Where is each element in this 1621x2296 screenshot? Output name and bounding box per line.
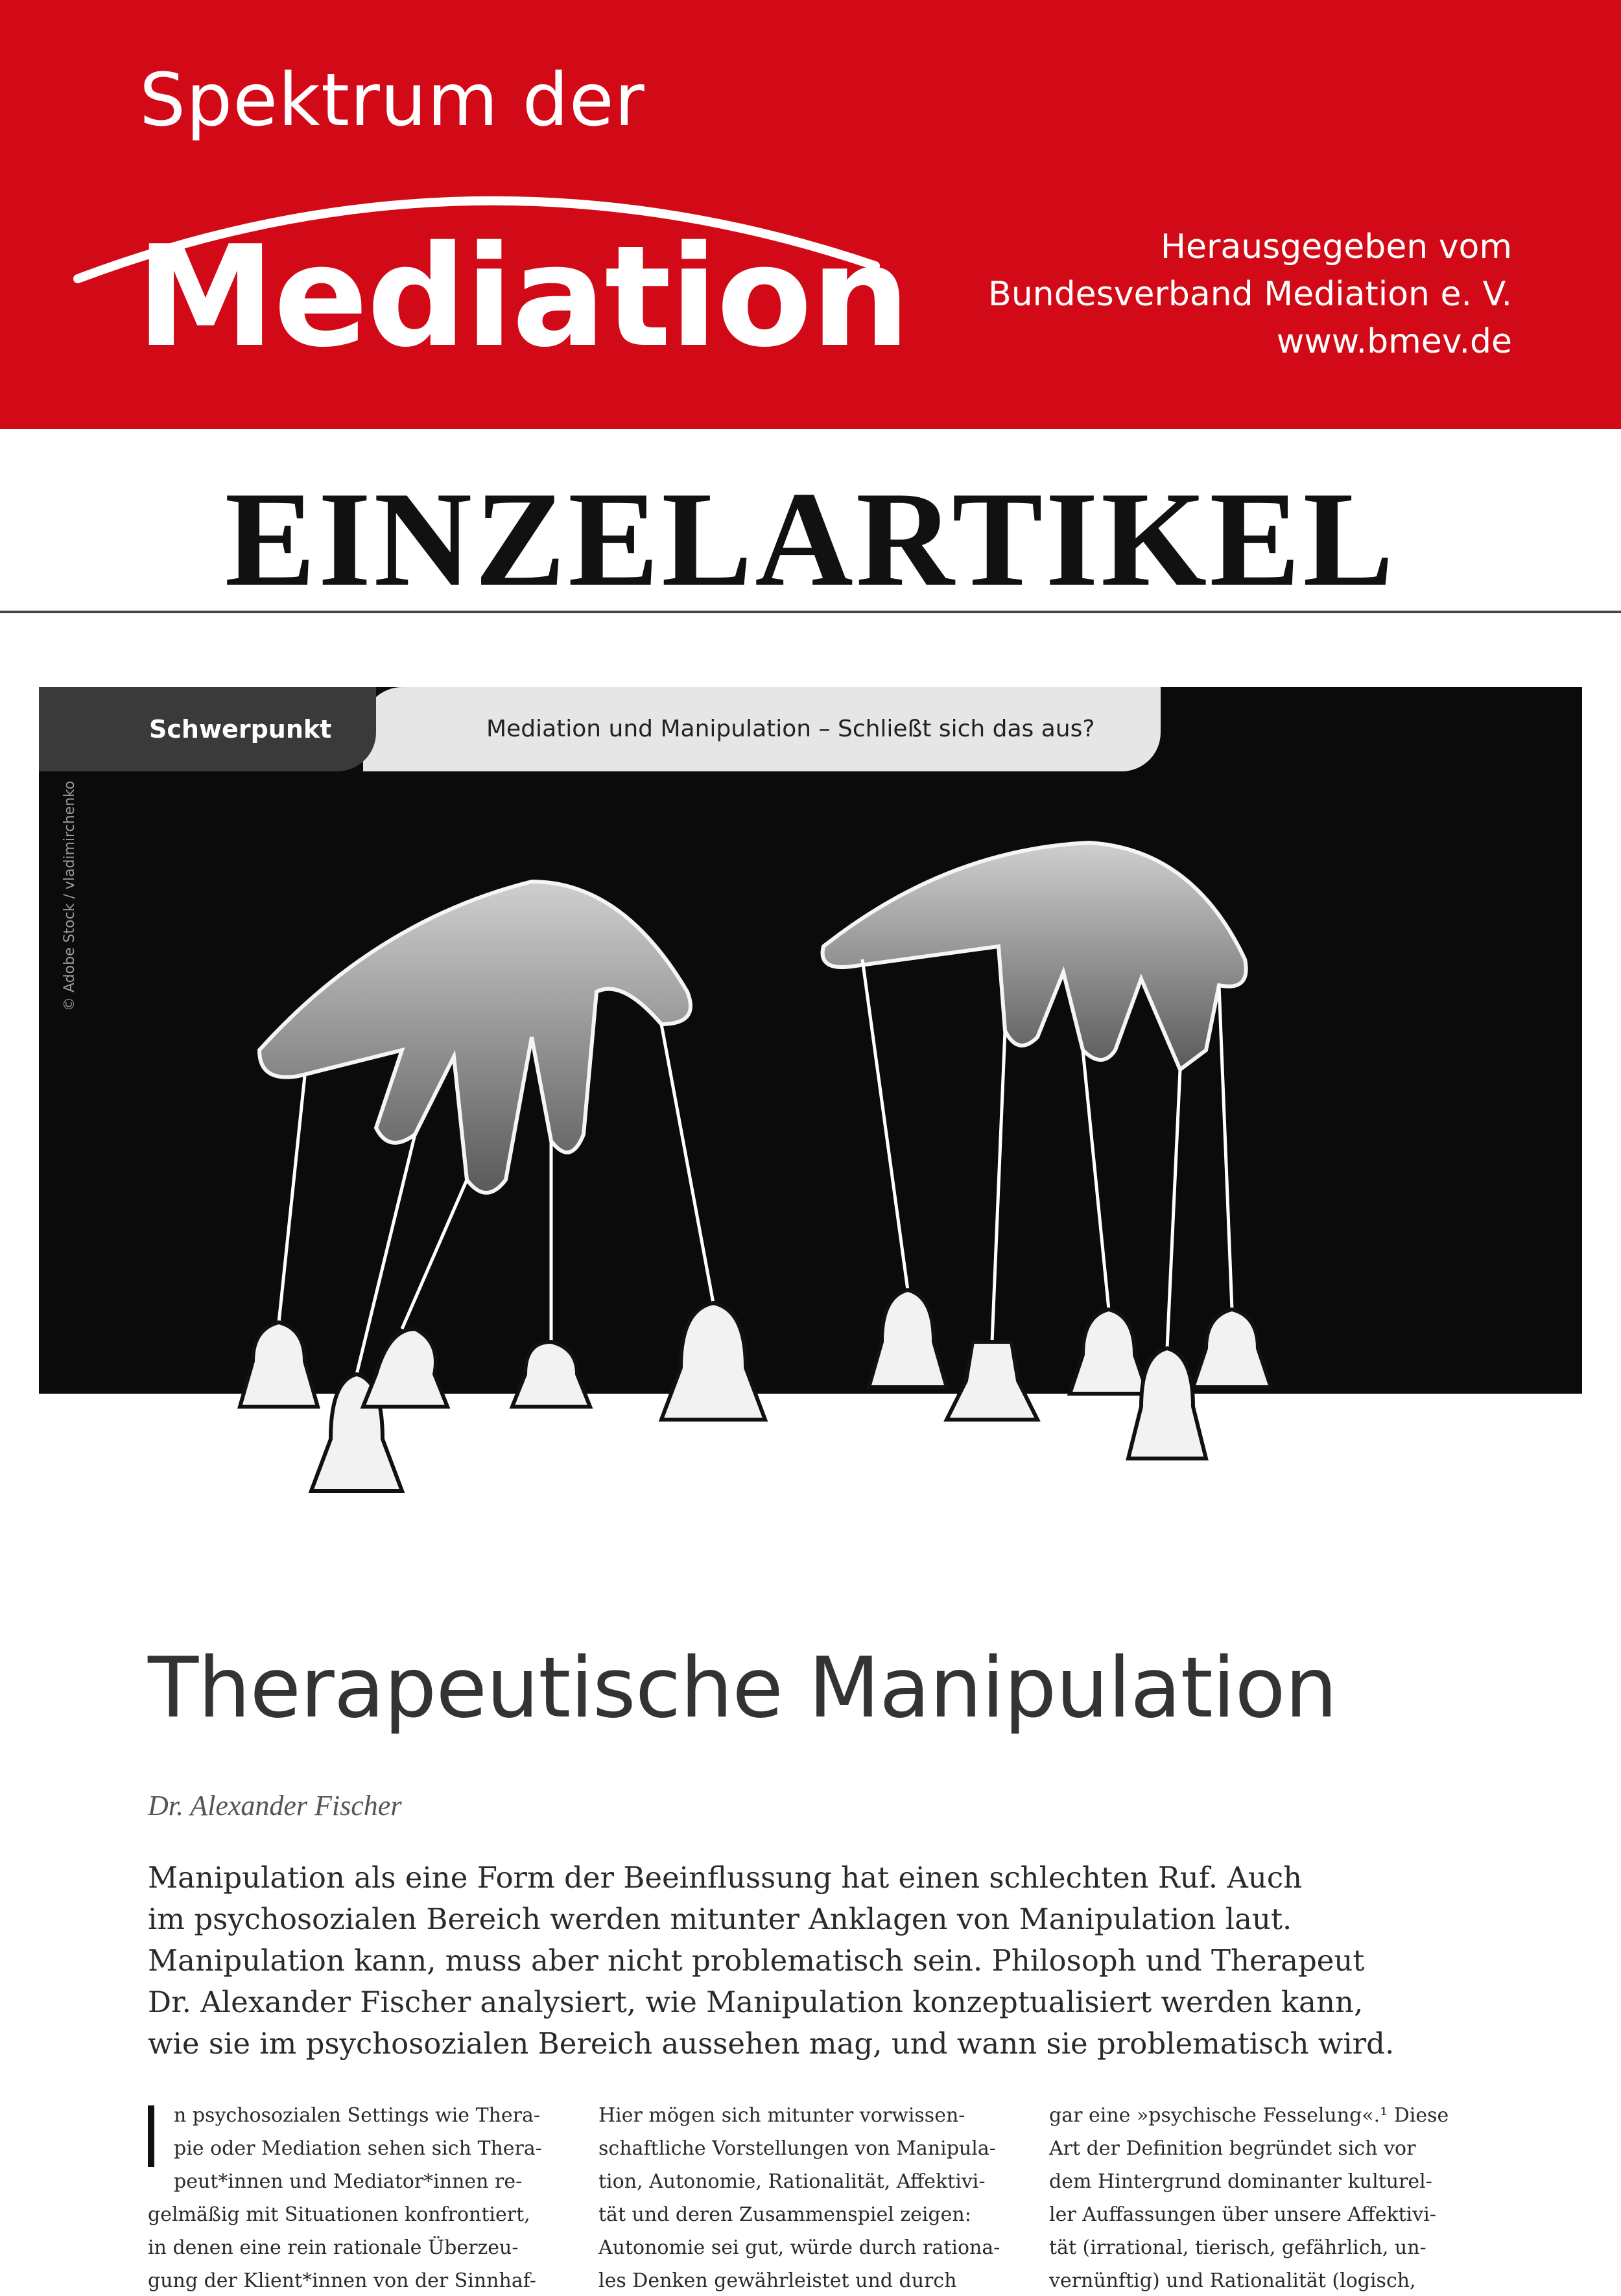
topic-tab: Mediation und Manipulation – Schließt sich das aus? — [363, 687, 1161, 771]
masthead — [0, 0, 1621, 429]
section-banner — [0, 429, 1621, 613]
brand-title: Mediation — [136, 215, 909, 378]
body-line: pie oder Mediation sehen sich Thera- — [174, 2137, 542, 2160]
body-line: gar eine »psychische Fesselung«.¹ Diese — [1049, 2104, 1449, 2127]
section-banner-title: EINZELARTIKEL — [224, 464, 1397, 615]
publisher-line: Bundesverband Mediation e. V. — [988, 275, 1512, 314]
article-body — [148, 2099, 1484, 2296]
body-line: peut*innen und Mediator*innen re- — [174, 2170, 523, 2193]
article-author: Dr. Alexander Fischer — [148, 1790, 402, 1822]
body-line: gelmäßig mit Situationen konfrontiert, — [148, 2203, 530, 2226]
body-line: in denen eine rein rationale Überzeu- — [148, 2236, 519, 2259]
body-line: Autonomie sei gut, würde durch rationa- — [598, 2236, 1000, 2259]
publisher-line: Herausgegeben vom — [1160, 228, 1512, 266]
lead-line: Manipulation als eine Form der Beeinflussung hat einen schlechten Ruf. Auch — [148, 1860, 1303, 1895]
left-hand-icon — [259, 882, 691, 1193]
article-lead — [148, 1857, 1509, 2065]
puppeteer-hands-chess-illustration — [39, 687, 1582, 1601]
body-line: tät und deren Zusammenspiel zeigen: — [598, 2203, 971, 2226]
publisher-website-link[interactable]: www.bmev.de — [1276, 322, 1512, 361]
right-hand-icon — [823, 843, 1246, 1070]
body-column-2 — [598, 2099, 1013, 2296]
body-line: n psychosozialen Settings wie Thera- — [174, 2104, 541, 2127]
body-line: les Denken gewährleistet und durch — [598, 2269, 957, 2292]
body-line: ler Auffassungen über unsere Affektivi- — [1049, 2203, 1436, 2226]
category-tab: Schwerpunkt — [39, 687, 376, 771]
article-title: Therapeutische Manipulation — [148, 1640, 1337, 1737]
body-column-3 — [1049, 2099, 1464, 2296]
photo-credit: © Adobe Stock / vladimirchenko — [62, 780, 78, 1011]
lead-line: im psychosozialen Bereich werden mitunter Anklagen von Manipulation laut. — [148, 1902, 1292, 1936]
dropcap-i — [148, 2105, 154, 2167]
body-line: vernünftig) und Rationalität (logisch, — [1049, 2269, 1416, 2292]
lead-line: Manipulation kann, muss aber nicht problematisch sein. Philosoph und Therapeut — [148, 1943, 1365, 1978]
body-line: schaftliche Vorstellungen von Manipula- — [598, 2137, 996, 2160]
body-line: tion, Autonomie, Rationalität, Affektivi- — [598, 2170, 986, 2193]
body-line: dem Hintergrund dominanter kulturel- — [1049, 2170, 1432, 2193]
body-line: gung der Klient*innen von der Sinnhaf- — [148, 2269, 536, 2292]
body-line: Hier mögen sich mitunter vorwissen- — [598, 2104, 965, 2127]
brand-subtitle: Spektrum der — [139, 58, 645, 143]
chess-pieces — [240, 1290, 1271, 1491]
publisher-info — [988, 224, 1512, 366]
lead-line: Dr. Alexander Fischer analysiert, wie Manipulation konzeptualisiert werden kann, — [148, 1985, 1364, 2019]
body-line: tät (irrational, tierisch, gefährlich, un- — [1049, 2236, 1426, 2259]
body-line: Art der Definition begründet sich vor — [1049, 2137, 1416, 2160]
body-column-1 — [148, 2099, 563, 2296]
lead-line: wie sie im psychosozialen Bereich aussehen mag, und wann sie problematisch wird. — [148, 2026, 1395, 2061]
